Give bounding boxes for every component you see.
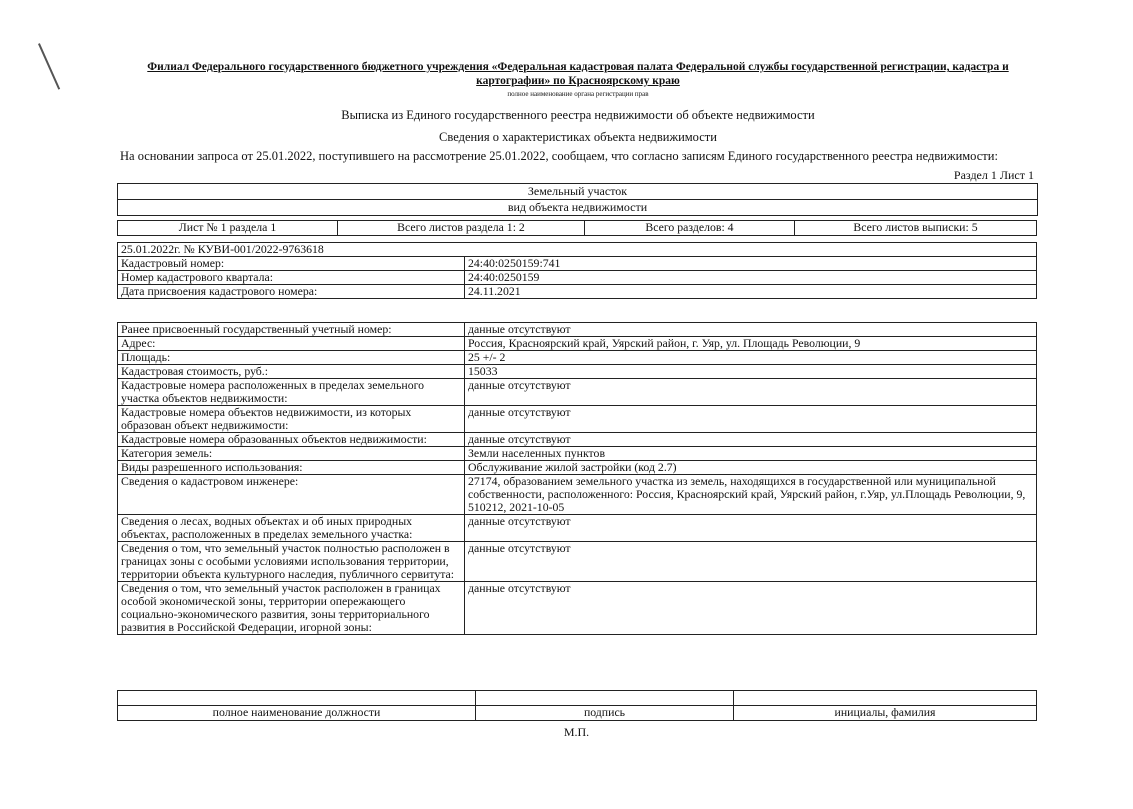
signature-field (476, 691, 734, 706)
row-value: 24:40:0250159 (465, 271, 1037, 285)
table-row (118, 365, 1037, 379)
object-type: Земельный участок (527, 184, 628, 198)
table-row (118, 515, 1037, 542)
table-row (118, 406, 1037, 433)
row-value: 24.11.2021 (465, 285, 1037, 299)
row-value: данные отсутствуют (465, 433, 1037, 447)
row-label: Виды разрешенного использования: (118, 461, 465, 475)
signature-table (117, 690, 1036, 721)
row-label: Категория земель: (118, 447, 465, 461)
row-value: 24:40:0250159:741 (465, 257, 1037, 271)
row-value: данные отсутствуют (465, 406, 1037, 433)
document-title: Выписка из Единого государственного реестра недвижимости об объекте недвижимости (341, 108, 815, 122)
table-row (118, 257, 1037, 271)
row-label: Кадастровые номера образованных объектов недвижимости: (118, 433, 465, 447)
identification-table (117, 242, 1036, 299)
table-row (118, 582, 1037, 635)
organization-caption: полное наименование органа регистрации прав (507, 90, 649, 98)
table-row (118, 433, 1037, 447)
row-value: данные отсутствуют (465, 323, 1037, 337)
table-row (118, 542, 1037, 582)
row-label: Кадастровые номера расположенных в пределах земельного участка объектов недвижимости: (118, 379, 465, 406)
row-value: данные отсутствуют (465, 542, 1037, 582)
table-row (118, 379, 1037, 406)
row-label: Ранее присвоенный государственный учетный номер: (118, 323, 465, 337)
table-row (118, 285, 1037, 299)
details-table (117, 322, 1036, 635)
pen-stroke-mark (38, 43, 60, 89)
sheets-info (117, 220, 1036, 236)
row-value: данные отсутствуют (465, 515, 1037, 542)
document-subtitle: Сведения о характеристиках объекта недвижимости (439, 130, 717, 144)
total-section-sheets: Всего листов раздела 1: 2 (338, 221, 585, 236)
row-value: 27174, образованием земельного участка из земель, находящихся в государственной или муниципальной собственности, расположенного: Россия, Красноярский край, Уярский район, г.Уяр, ул.Площадь Революции, 9, 510212, 2021-10-05 (465, 475, 1037, 515)
table-row (118, 447, 1037, 461)
object-type-caption: вид объекта недвижимости (118, 199, 1037, 215)
row-label: Сведения о кадастровом инженере: (118, 475, 465, 515)
sheet-number: Лист № 1 раздела 1 (118, 221, 338, 236)
row-label: Кадастровая стоимость, руб.: (118, 365, 465, 379)
table-row (118, 475, 1037, 515)
row-value: данные отсутствуют (465, 582, 1037, 635)
row-value: Россия, Красноярский край, Уярский район, г. Уяр, ул. Площадь Революции, 9 (465, 337, 1037, 351)
row-value: данные отсутствуют (465, 379, 1037, 406)
row-value: 15033 (465, 365, 1037, 379)
name-field (734, 691, 1037, 706)
row-label: Кадастровые номера объектов недвижимости, из которых образован объект недвижимости: (118, 406, 465, 433)
object-type-box (117, 183, 1038, 216)
intro-text: На основании запроса от 25.01.2022, поступившего на рассмотрение 25.01.2022, сообщаем, что согласно записям Единого государственного реестра недвижимости: (120, 149, 998, 163)
row-value: Обслуживание жилой застройки (код 2.7) (465, 461, 1037, 475)
row-label: Сведения о том, что земельный участок полностью расположен в границах зоны с особыми условиями использования территории, территории объекта культурного наследия, публичного сервитута: (118, 542, 465, 582)
row-label: Сведения о лесах, водных объектах и об иных природных объектах, расположенных в пределах земельного участка: (118, 515, 465, 542)
total-extract-sheets: Всего листов выписки: 5 (795, 221, 1037, 236)
table-row (118, 461, 1037, 475)
stamp-place: М.П. (563, 725, 590, 739)
table-row (118, 351, 1037, 365)
row-value: 25 +/- 2 (465, 351, 1037, 365)
row-label: Дата присвоения кадастрового номера: (118, 285, 465, 299)
row-label: Номер кадастрового квартала: (118, 271, 465, 285)
table-row (118, 271, 1037, 285)
signature-caption: подпись (476, 706, 734, 721)
row-label: Площадь: (118, 351, 465, 365)
organization-name: Филиал Федерального государственного бюджетного учреждения «Федеральная кадастровая палата Федеральной службы государственной регистрации, кадастра и картографии» по Красноярскому краю (147, 61, 1009, 87)
table-row (118, 323, 1037, 337)
table-row (118, 337, 1037, 351)
position-field (118, 691, 476, 706)
row-label: Адрес: (118, 337, 465, 351)
document-reference: 25.01.2022г. № КУВИ-001/2022-9763618 (118, 243, 1037, 257)
name-caption: инициалы, фамилия (734, 706, 1037, 721)
row-label: Кадастровый номер: (118, 257, 465, 271)
total-sections: Всего разделов: 4 (585, 221, 795, 236)
section-reference: Раздел 1 Лист 1 (953, 168, 1034, 182)
position-caption: полное наименование должности (118, 706, 476, 721)
row-label: Сведения о том, что земельный участок расположен в границах особой экономической зоны, территории опережающего социально-экономического развития, зоны территориального развития в Российской Федерации, игорной зоны: (118, 582, 465, 635)
row-value: Земли населенных пунктов (465, 447, 1037, 461)
